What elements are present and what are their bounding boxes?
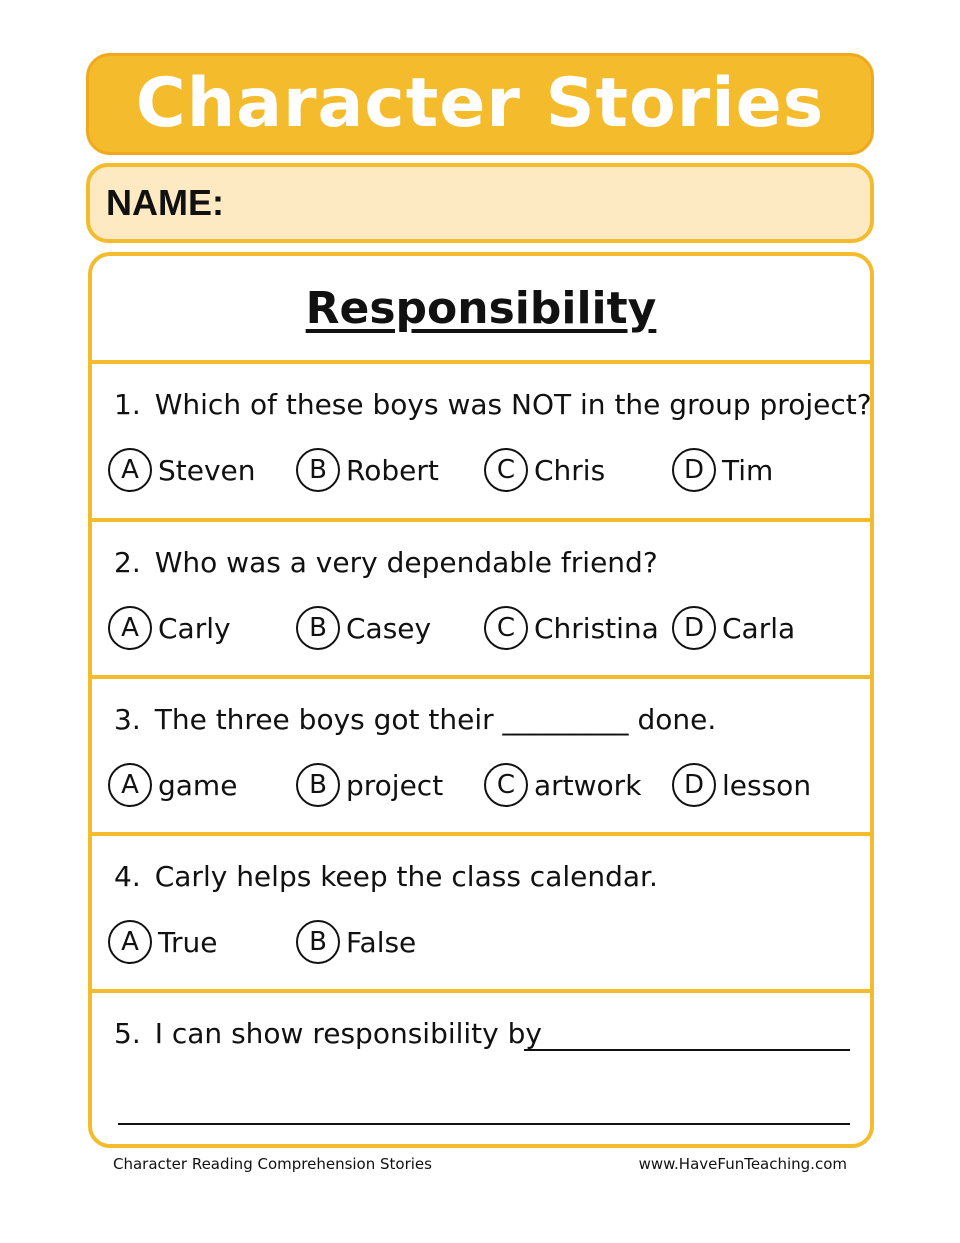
page-title: Character Stories: [135, 64, 825, 143]
question-prompt: The three boys got their _________ done.: [154, 703, 717, 736]
option-letter-circle: D: [672, 763, 716, 807]
option-label: True: [158, 925, 218, 959]
question-number: 5.: [114, 1017, 141, 1050]
option-d[interactable]: [672, 448, 773, 492]
question-text: [114, 860, 658, 893]
option-label: Casey: [346, 611, 432, 645]
footer-series-label: Character Reading Comprehension Stories: [113, 1155, 432, 1173]
option-b[interactable]: [296, 920, 416, 964]
name-label: NAME:: [106, 182, 224, 223]
option-letter-circle: D: [672, 448, 716, 492]
option-label: Steven: [158, 453, 256, 487]
worksheet-box: [88, 252, 874, 1148]
question-prompt: Which of these boys was NOT in the group project?: [154, 388, 872, 421]
option-d[interactable]: [672, 763, 811, 807]
question-prompt: Carly helps keep the class calendar.: [154, 860, 658, 893]
option-label: Robert: [346, 453, 439, 487]
question-prompt: I can show responsibility by: [154, 1017, 542, 1050]
question-number: 2.: [114, 546, 141, 579]
option-label: Chris: [534, 453, 606, 487]
footer-website: www.HaveFunTeaching.com: [638, 1155, 847, 1173]
question-5: [92, 993, 870, 1148]
question-2: [92, 522, 870, 679]
option-label: lesson: [722, 768, 812, 802]
option-label: Tim: [722, 453, 774, 487]
option-a[interactable]: [108, 448, 256, 492]
option-a[interactable]: [108, 763, 237, 807]
title-banner: [86, 53, 874, 155]
question-number: 3.: [114, 703, 141, 736]
option-letter-circle: C: [484, 763, 528, 807]
option-letter-circle: D: [672, 606, 716, 650]
option-label: project: [346, 768, 444, 802]
option-b[interactable]: [296, 448, 439, 492]
option-d[interactable]: [672, 606, 795, 650]
option-label: game: [158, 768, 238, 802]
option-letter-circle: B: [296, 448, 340, 492]
question-text: [114, 1017, 542, 1050]
question-text: [114, 388, 872, 421]
option-c[interactable]: [484, 763, 641, 807]
option-letter-circle: C: [484, 448, 528, 492]
question-number: 4.: [114, 860, 141, 893]
option-label: Carla: [722, 611, 796, 645]
option-letter-circle: C: [484, 606, 528, 650]
answer-line-1[interactable]: [524, 1049, 850, 1051]
option-label: Carly: [158, 611, 231, 645]
section-header: [92, 256, 870, 364]
option-label: artwork: [534, 768, 642, 802]
option-c[interactable]: [484, 606, 659, 650]
option-letter-circle: A: [108, 448, 152, 492]
option-letter-circle: B: [296, 920, 340, 964]
name-field[interactable]: [86, 163, 874, 243]
question-text: [114, 546, 658, 579]
question-text: [114, 703, 716, 736]
option-label: False: [346, 925, 417, 959]
option-a[interactable]: [108, 920, 217, 964]
question-4: [92, 836, 870, 993]
option-letter-circle: B: [296, 606, 340, 650]
question-1: [92, 364, 870, 522]
option-letter-circle: B: [296, 763, 340, 807]
option-c[interactable]: [484, 448, 605, 492]
option-letter-circle: A: [108, 920, 152, 964]
option-letter-circle: A: [108, 606, 152, 650]
option-letter-circle: A: [108, 763, 152, 807]
answer-line-2[interactable]: [118, 1123, 850, 1125]
question-3: [92, 679, 870, 836]
option-b[interactable]: [296, 763, 443, 807]
option-label: Christina: [534, 611, 659, 645]
option-b[interactable]: [296, 606, 431, 650]
section-title: Responsibility: [305, 282, 657, 334]
option-a[interactable]: [108, 606, 231, 650]
question-number: 1.: [114, 388, 141, 421]
question-prompt: Who was a very dependable friend?: [154, 546, 658, 579]
